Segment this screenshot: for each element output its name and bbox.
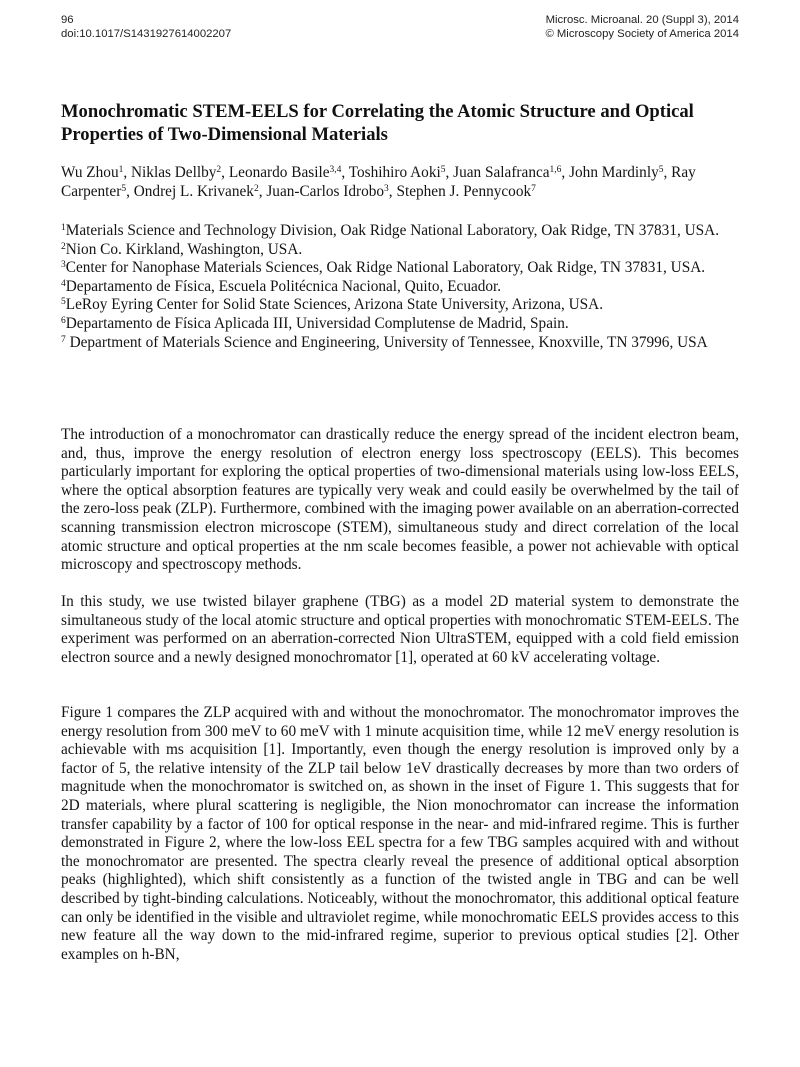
affiliation-marker: 7 [531,183,536,194]
author: Juan-Carlos Idrobo$^3$, [266,182,397,200]
affiliation-number: 6 [61,315,66,326]
affiliation-item: $^5$LeRoy Eyring Center for Solid State Sciences, Arizona State University, Arizona, USA. [61,296,604,314]
affiliation-list [61,222,739,352]
author: Juan Salafranca$^{1,6}$, [453,164,570,181]
author: Ray Carpenter$^5$, [61,164,696,200]
affiliation-item: $^3$Center for Nanophase Materials Sciences, Oak Ridge National Laboratory, Oak Ridge, TN 37831, USA. [61,259,706,277]
body-paragraph-intro: The introduction of a monochromator can drastically reduce the energy spread of the incident electron beam, and, thus, improve the energy resolution of electron energy loss spectroscopy (EELS). This becomes particularly important for exploring the optical properties of two-dimensional materials using low-loss EELS, where the optical absorption features are typically very weak and could easily be overwhelmed by the tail of the zero-loss peak (ZLP). Furthermore, combined with the imaging power available on an aberration-corrected scanning transmission electron microscope (STEM), simultaneous study and direct correlation of the local atomic structure and optical properties at the nm scale becomes feasible, a power not achievable with optical microscopy and spectroscopy methods. [61,426,739,574]
affiliation-marker: 3,4 [329,165,342,175]
affiliation-marker: 2 [216,165,222,175]
body-paragraph-results: Figure 1 compares the ZLP acquired with and without the monochromator. The monochromator improves the energy resolution from 300 meV to 60 meV with 1 minute acquisition time, while 12 meV energy resolution is achievable with ms acquisition [1]. Importantly, even though the energy resolution is improved only by a factor of 5, the relative intensity of the ZLP tail below 1eV drastically decreases by more than two orders of magnitude when the monochromator is switched on, as shown in the inset of Figure 1. This suggests that for 2D materials, where plural scattering is negligible, the Nion monochromator can increase the information transfer capability by a factor of 100 for optical response in the near- and mid-infrared regime. This is further demonstrated in Figure 2, where the low-loss EEL spectra for a few TBG samples acquired with and without the monochromator are presented. The spectra clearly reveal the presence of additional optical absorption peaks (highlighted), which shift consistently as a function of the twisted angle in TBG and can be well described by tight-binding calculations. Noticeably, without the monochromator, this additional optical feature can only be identified in the visible and ultraviolet regime, while monochromatic EELS provides access to this new feature all the way down to the mid-infrared regime, superior to previous optical studies [2]. Other examples on h-BN, [61,704,739,963]
paper-title: Monochromatic STEM-EELS for Correlating the Atomic Structure and Optical Properties of Two-Dimensional Materials [61,101,694,145]
affiliation-item: $^6$Departamento de Física Aplicada III, Universidad Complutense de Madrid, Spain. [61,314,569,332]
header-right [545,14,739,41]
author: Stephen J. Pennycook$^7$ [396,182,536,200]
author: Leonardo Basile$^{3,4}$, [228,164,349,181]
body-paragraph-study: In this study, we use twisted bilayer graphene (TBG) as a model 2D material system to demonstrate the simultaneous study of the local atomic structure and optical properties with monochromatic STEM-EELS. The experiment was performed on an aberration-corrected Nion UltraSTEM, equipped with a cold field emission electron source and a newly designed monochromator [1], operated at 60 kV accelerating voltage. [61,593,739,666]
affiliation-marker: 5 [658,165,664,175]
author: Toshihiro Aoki$^5$, [348,164,454,181]
affiliation-marker: 2 [253,183,259,194]
affiliation-item: $^1$Materials Science and Technology Division, Oak Ridge National Laboratory, Oak Ridge, TN 37831, USA. [61,222,720,239]
page-number: 96 [61,14,74,26]
header-left [61,14,231,41]
affiliation-marker: 1 [118,165,124,175]
affiliation-item: $^7$ Department of Materials Science and Engineering, University of Tennessee, Knoxville, TN 37996, USA [61,333,708,351]
affiliation-number: 1 [61,223,66,233]
affiliation-marker: 5 [121,183,127,194]
affiliation-marker: 3 [384,183,389,194]
affiliation-marker: 1,6 [549,165,562,175]
author: Niklas Dellby$^2$, [131,164,229,181]
author: Ondrej L. Krivanek$^2$, [133,182,267,200]
affiliation-item: $^2$Nion Co. Kirkland, Washington, USA. [61,240,303,258]
affiliation-number: 5 [61,297,66,308]
author-list [61,164,739,201]
author: John Mardinly$^5$, [569,164,672,181]
affiliation-item: $^4$Departamento de Física, Escuela Politécnica Nacional, Quito, Ecuador. [61,277,502,295]
affiliation-number: 3 [61,260,66,271]
author: Wu Zhou$^1$, [61,164,131,181]
affiliation-marker: 5 [440,165,446,175]
journal-citation: Microsc. Microanal. 20 (Suppl 3), 2014 [545,14,739,26]
affiliation-number: 7 [61,334,66,345]
doi-link[interactable]: doi:10.1017/S1431927614002207 [61,27,232,40]
copyright-notice: © Microscopy Society of America 2014 [545,27,739,40]
affiliation-number: 2 [61,241,66,252]
affiliation-number: 4 [61,278,66,289]
